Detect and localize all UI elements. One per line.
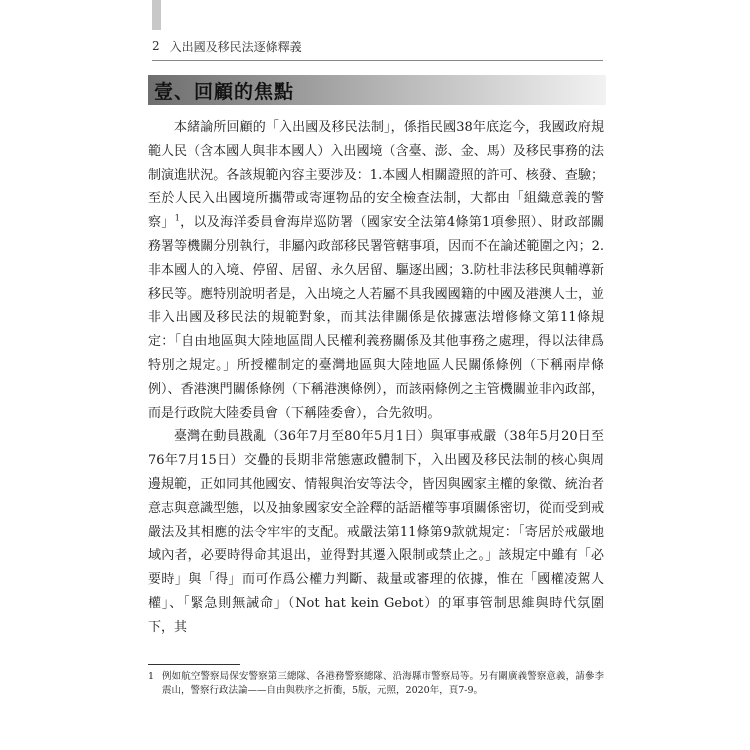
body-text (148, 116, 604, 640)
header-divider (152, 60, 603, 61)
page-edge-bar (152, 0, 161, 30)
book-title: 入出國及移民法逐條釋義 (169, 39, 302, 54)
footnote-divider (148, 664, 240, 665)
running-header (152, 36, 602, 56)
footnote (148, 670, 604, 698)
paragraph-1-part-b: ，以及海洋委員會海岸巡防署（國家安全法第4條第1項參照）、財政部關務署等機關分別執行，非屬內政部移民署管轄事項，因而不在論述範圍之內；2.非本國人的入境、停留、居留、永久居留、驅逐出國；3.防杜非法移民與輔導新移民等。應特別說明者是，入出境之人若屬不具我國國籍的中國及港澳人士，並非入出國及移民法的規範對象，而其法律關係是依據憲法增修條文第11條規定：「自由地區與大陸地區間人民權利義務關係及其他事務之處理，得以法律爲特別之規定。」所授權制定的臺灣地區與大陸地區人民關係條例（下稱兩岸條例）、香港澳門關係條例（下稱港澳條例），而該兩條例之主管機關並非內政部，而是行政院大陸委員會（下稱陸委會），合先敘明。 (148, 215, 604, 421)
paragraph-1 (148, 116, 604, 425)
section-heading (148, 75, 606, 105)
section-heading-text: 壹、回顧的焦點 (154, 80, 295, 103)
footnote-text: 例如航空警察局保安警察第三總隊、各港務警察總隊、沿海縣市警察局等。另有關廣義警察意義，請參李震山，警察行政法論——自由與秩序之折衝，5版，元照，2020年，頁7-9。 (162, 671, 604, 696)
footnote-mark: 1 (148, 671, 155, 682)
paragraph-2: 臺灣在動員戡亂（36年7月至80年5月1日）與軍事戒嚴（38年5月20日至76年7月15日）交疊的長期非常態憲政體制下，入出國及移民法制的核心與周邊規範，正如同其他國安、情報與治安等法令，皆因與國家主權的象徵、統治者意志與意識型態，以及抽象國家安全詮釋的話語權等事項關係密切，從而受到戒嚴法及其相應的法令牢牢的支配。戒嚴法第11條第9款就規定：「寄居於戒嚴地域內者，必要時得命其退出，並得對其遷入限制或禁止之。」該規定中雖有「必要時」與「得」而可作爲公權力判斷、裁量或審理的依據，惟在「國權凌駕人權」、「緊急則無誡命」（Not hat kein Gebot）的軍事管制思維與時代氛圍下，其 (148, 429, 604, 635)
paragraph-1-part-a: 本緒論所回顧的「入出國及移民法制」，係指民國38年底迄今，我國政府規範人民（含本國人與非本國人）入出國境（含臺、澎、金、馬）及移民事務的法制演進狀況。各該規範內容主要涉及：1.本國人相關證照的許可、核發、查驗；至於人民入出國境所攜帶或寄運物品的安全檢查法制，大都由「組織意義的警察」 (148, 120, 604, 231)
footnote-reference[interactable]: 1 (174, 213, 180, 223)
page-number: 2 (152, 39, 160, 53)
